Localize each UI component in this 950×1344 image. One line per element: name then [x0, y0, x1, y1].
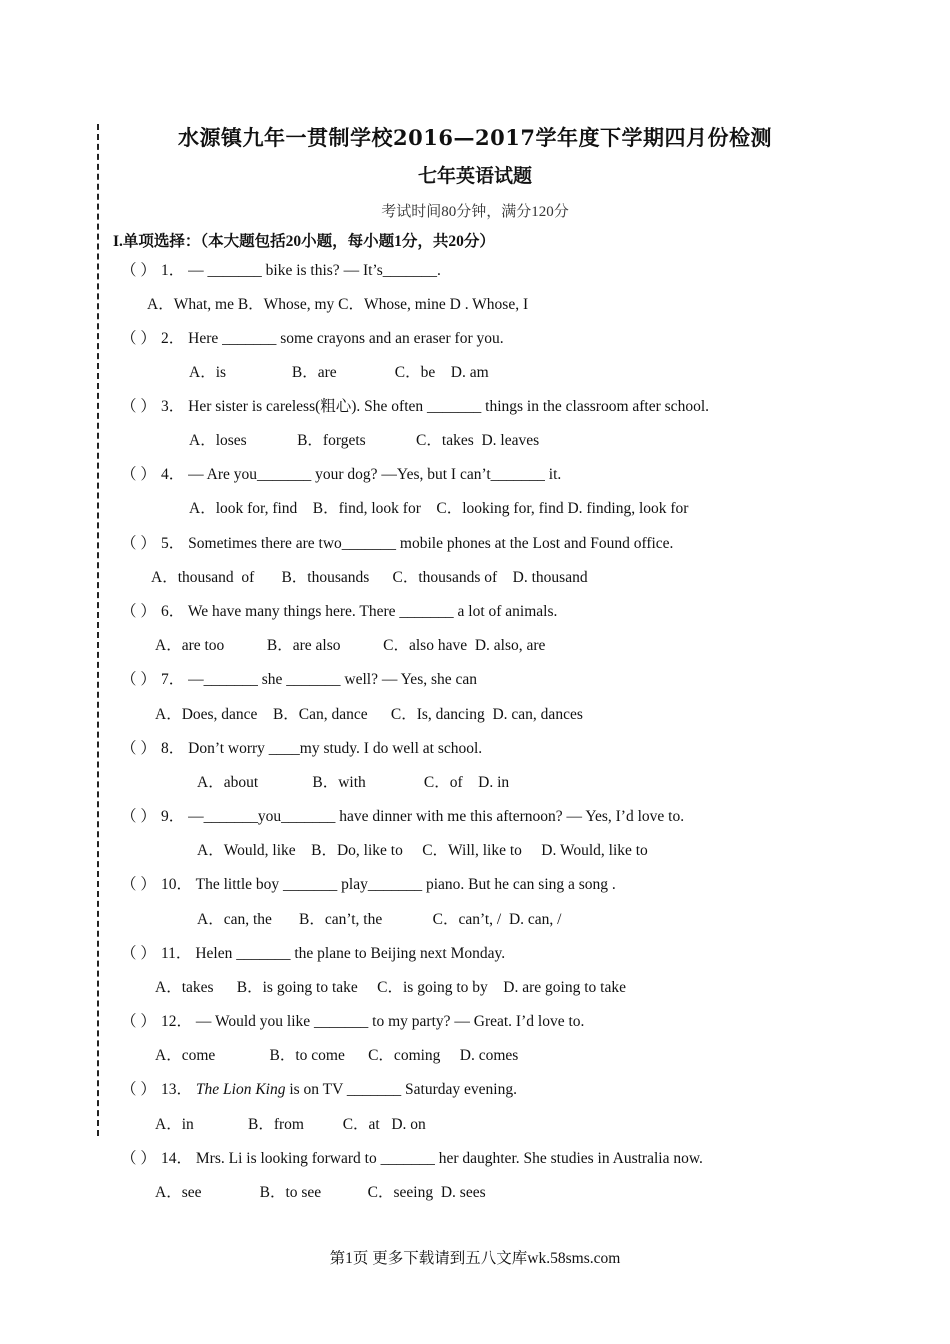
- question-number: 5．: [161, 535, 185, 552]
- answer-blank: （ ）: [121, 1150, 156, 1167]
- question-number: 4．: [161, 466, 185, 483]
- question-13: [121, 1080, 517, 1100]
- question-stem: — Would you like _______ to my party? — Great. I’d love to.: [195, 1013, 585, 1030]
- question-stem: Her sister is careless(粗心). She often _______ things in the classroom after school.: [188, 398, 709, 415]
- question-9-options: A．Would, like B．Do, like to C．Will, like to D. Would, like to: [197, 842, 648, 859]
- answer-blank: （ ）: [121, 740, 156, 757]
- exam-info: 考试时间80分钟，满分120分: [381, 204, 569, 220]
- question-11: [121, 944, 505, 964]
- question-4: [121, 465, 561, 485]
- section-heading: I.单项选择：（本大题包括20小题，每小题1分，共20分）: [113, 233, 495, 250]
- question-5: [121, 534, 673, 554]
- question-stem: — Are you_______ your dog? —Yes, but I can’t_______ it.: [188, 466, 562, 483]
- page-footer: 第1页 更多下载请到五八文库wk.58sms.com: [329, 1250, 621, 1267]
- question-stem: We have many things here. There _______ a lot of animals.: [187, 603, 558, 620]
- question-number: 6．: [161, 603, 185, 620]
- question-stem: Mrs. Li is looking forward to _______ her daughter. She studies in Australia now.: [195, 1150, 703, 1167]
- question-number: 8．: [161, 740, 185, 757]
- question-12: [121, 1012, 584, 1032]
- exam-title: 水源镇九年一贯制学校2016—2017学年度下学期四月份检测: [178, 125, 772, 150]
- question-stem: —_______you_______ have dinner with me this afternoon? — Yes, I’d love to.: [188, 808, 685, 825]
- exam-subtitle: 七年英语试题: [417, 165, 532, 187]
- question-5-options: A．thousand of B．thousands C．thousands of D. thousand: [151, 569, 588, 586]
- answer-blank: （ ）: [121, 1081, 156, 1098]
- question-1: [121, 261, 441, 281]
- question-2-options: A．is B．are C．be D. am: [189, 364, 489, 381]
- answer-blank: （ ）: [121, 671, 156, 688]
- question-number: 10．: [161, 876, 193, 893]
- question-stem: Here _______ some crayons and an eraser for you.: [188, 330, 504, 347]
- question-6: [121, 602, 557, 622]
- answer-blank: （ ）: [121, 398, 156, 415]
- question-10-options: A．can, the B．can’t, the C．can’t, / D. can, /: [197, 911, 562, 928]
- question-stem: Helen _______ the plane to Beijing next Monday.: [195, 945, 506, 962]
- question-stem: The little boy _______ play_______ piano. But he can sing a song .: [195, 876, 616, 893]
- answer-blank: （ ）: [121, 876, 156, 893]
- question-14: [121, 1149, 703, 1169]
- question-3: [121, 397, 709, 417]
- answer-blank: （ ）: [121, 330, 156, 347]
- question-stem: Sometimes there are two_______ mobile phones at the Lost and Found office.: [188, 535, 674, 552]
- movie-title: The Lion King: [195, 1081, 286, 1098]
- question-6-options: A．are too B．are also C．also have D. also, are: [155, 637, 546, 654]
- question-7: [121, 670, 477, 690]
- answer-blank: （ ）: [121, 603, 156, 620]
- question-stem: Don’t worry ____my study. I do well at school.: [188, 740, 483, 757]
- question-10: [121, 875, 616, 895]
- question-number: 3．: [161, 398, 185, 415]
- question-stem: — _______ bike is this? — It’s_______.: [188, 262, 441, 279]
- question-7-options: A．Does, dance B．Can, dance C．Is, dancing D. can, dances: [155, 706, 583, 723]
- question-number: 1．: [161, 262, 185, 279]
- question-stem: is on TV _______ Saturday evening.: [285, 1081, 517, 1098]
- question-number: 13．: [161, 1081, 193, 1098]
- question-13-options: A．in B．from C．at D. on: [155, 1116, 426, 1133]
- question-1-options: A．What, me B．Whose, my C．Whose, mine D . Whose, I: [147, 296, 529, 313]
- question-2: [121, 329, 504, 349]
- answer-blank: （ ）: [121, 262, 156, 279]
- answer-blank: （ ）: [121, 535, 156, 552]
- question-9: [121, 807, 684, 827]
- question-number: 11．: [161, 945, 192, 962]
- question-number: 12．: [161, 1013, 193, 1030]
- question-number: 7．: [161, 671, 185, 688]
- binding-dashed-line: [97, 124, 99, 1136]
- question-number: 9．: [161, 808, 185, 825]
- question-11-options: A．takes B．is going to take C．is going to by D. are going to take: [155, 979, 626, 996]
- answer-blank: （ ）: [121, 945, 156, 962]
- question-12-options: A．come B．to come C．coming D. comes: [155, 1047, 519, 1064]
- question-3-options: A．loses B．forgets C．takes D. leaves: [189, 432, 540, 449]
- answer-blank: （ ）: [121, 808, 156, 825]
- question-8-options: A．about B．with C．of D. in: [197, 774, 510, 791]
- answer-blank: （ ）: [121, 1013, 156, 1030]
- question-14-options: A．see B．to see C．seeing D. sees: [155, 1184, 486, 1201]
- answer-blank: （ ）: [121, 466, 156, 483]
- question-8: [121, 739, 482, 759]
- question-number: 14．: [161, 1150, 193, 1167]
- question-4-options: A．look for, find B．find, look for C．looking for, find D. finding, look for: [189, 500, 689, 517]
- question-number: 2．: [161, 330, 185, 347]
- question-stem: —_______ she _______ well? — Yes, she can: [188, 671, 478, 688]
